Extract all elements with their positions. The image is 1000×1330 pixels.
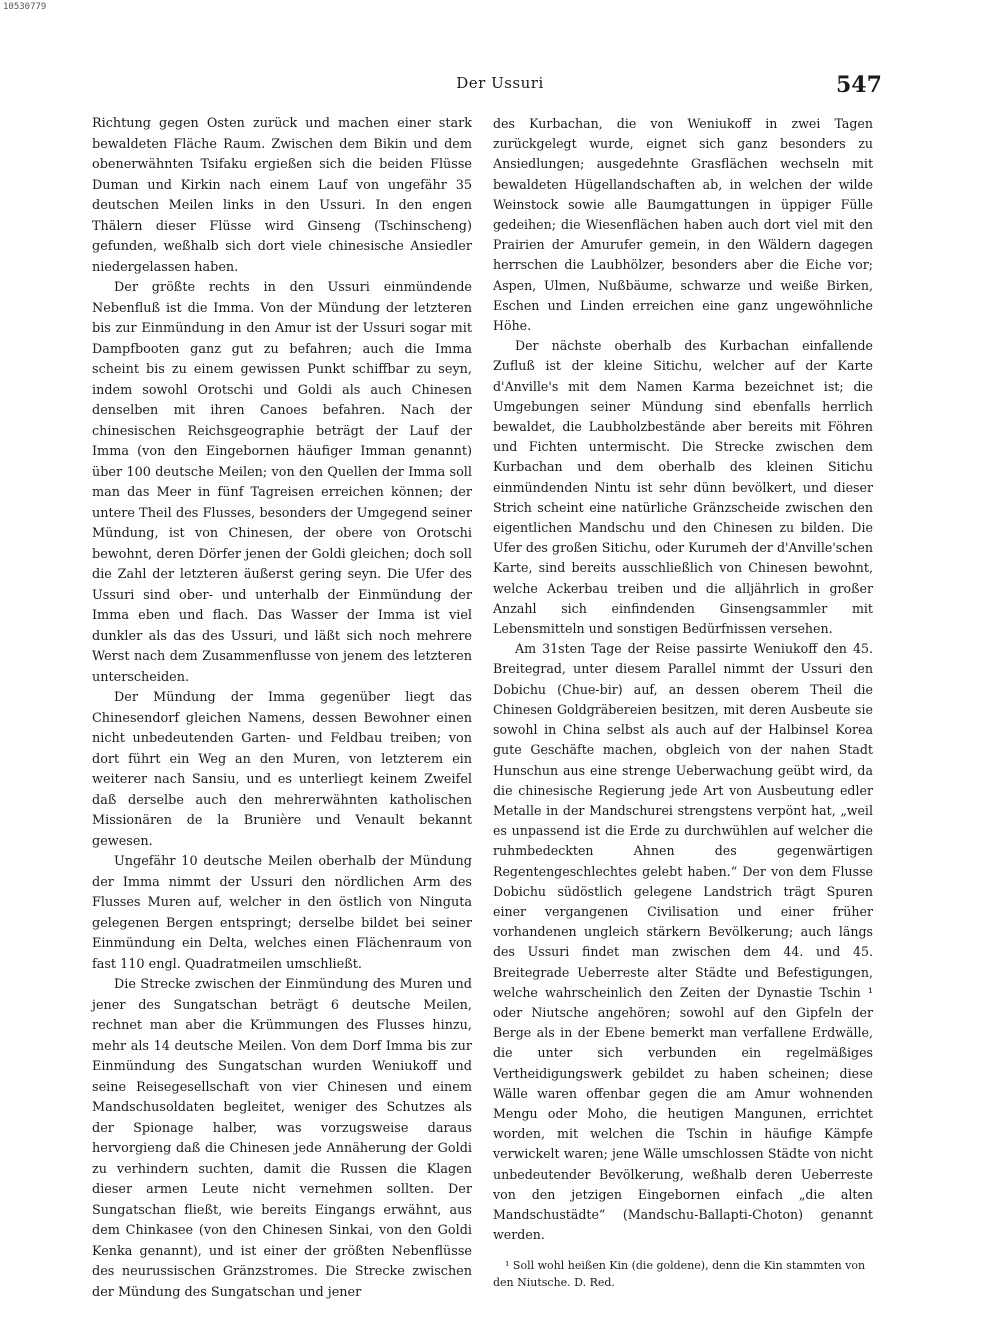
- page-number: 547: [836, 72, 882, 98]
- paragraph: Der Mündung der Imma gegenüber liegt das Chinesendorf gleichen Namens, dessen Bewohner einen nicht unbedeutenden Garten- und Feldbau treiben; von dort führt ein Weg an den Muren, von letzterem ein weiterer nach Sansiu, und es unterliegt keinem Zweifel daß derselbe auch den mehrerwähnten katholischen Missionären de la Brunière und Venault bekannt gewesen.: [92, 690, 472, 849]
- paragraph: Der nächste oberhalb des Kurbachan einfallende Zufluß ist der kleine Sitichu, welcher auf der Karte d'Anville's mit dem Namen Karma bezeichnet ist; die Umgebungen seiner Mündung sind ebenfalls herrlich bewaldet, die Laubholzbestände aber bereits mit Föhren und Fichten untermischt. Die Strecke zwischen dem Kurbachan und dem oberhalb des kleinen Sitichu einmündenden Nintu ist sehr dünn bevölkert, und dieser Strich scheint eine natürliche Gränzscheide zwischen den eigentlichen Mandschu und den Chinesen zu bilden. Die Ufer des großen Sitichu, oder Kurumeh der d'Anville'schen Karte, sind bereits ausschließlich von Chinesen bewohnt, welche Ackerbau treiben und die alljährlich in großer Anzahl sich einfindenden Ginsengsammler mit Lebensmitteln und sonstigen Bedürfnissen versehen.: [493, 338, 873, 637]
- paragraph: Die Strecke zwischen der Einmündung des Muren und jener des Sungatschan beträgt 6 deutsche Meilen, rechnet man aber die Krümmungen des Flusses hinzu, mehr als 14 deutsche Meilen. Von dem Dorf Imma bis zur Einmündung des Sungatschan wurden Weniukoff und seine Reisegesellschaft von vier Chinesen und einem Mandschusoldaten begleitet, weniger des Schutzes als der Spionage halber, was vorzugsweise daraus hervorgieng daß die Chinesen jede Annäherung der Goldi zu verhindern suchten, damit die Russen die Klagen dieser armen Leute nicht vernehmen sollten. Der Sungatschan fließt, wie bereits Eingangs erwähnt, aus dem Chinkasee (von den Chinesen Sinkai, von den Goldi Kenka genannt), und ist einer der größten Nebenflüsse des neurussischen Gränzstromes. Die Strecke zwischen der Mündung des Sungatschan und jener: [92, 977, 472, 1300]
- paragraph: Ungefähr 10 deutsche Meilen oberhalb der Mündung der Imma nimmt der Ussuri den nördlichen Arm des Flusses Muren auf, welcher in den östlich von Ninguta gelegenen Bergen entspringt; derselbe bildet bei seiner Einmündung ein Delta, welches einen Flächenraum von fast 110 engl. Quadratmeilen umschließt.: [92, 854, 472, 972]
- paragraph: des Kurbachan, die von Weniukoff in zwei Tagen zurückgelegt wurde, eignet sich ganz besonders zu Ansiedlungen; ausgedehnte Grasflächen wechseln mit bewaldeten Hügellandschaften ab, in welchen der wilde Weinstock sowie alle Baumgattungen in üppiger Fülle gedeihen; die Wiesenflächen haben auch dort viel mit den Prairien der Amurufer gemein, in den Wäldern dagegen herrschen die Laubhölzer, besonders aber die Eiche vor; Aspen, Ulmen, Nußbäume, schwarze und weiße Birken, Eschen und Linden erreichen eine ganz ungewöhnliche Höhe.: [493, 116, 873, 334]
- paragraph: Der größte rechts in den Ussuri einmündende Nebenfluß ist die Imma. Von der Mündung der letzteren bis zur Einmündung in den Amur ist der Ussuri sogar mit Dampfbooten ganz gut zu befahren; auch die Imma scheint bis zu einem gewissen Punkt schiffbar zu seyn, indem sowohl Orotschi und Goldi als auch Chinesen denselben mit ihren Canoes befahren. Nach der chinesischen Reichsgeographie beträgt der Lauf der Imma (von den Eingebornen häufiger Imman genannt) über 100 deutsche Meilen; von den Quellen der Imma soll man das Meer in fünf Tagreisen erreichen können; der untere Theil des Flusses, besonders der Umgegend seiner Mündung, ist von Chinesen, der obere von Orotschi bewohnt, deren Dörfer jenen der Goldi gleichen; doch soll die Zahl der letzteren äußerst gering seyn. Die Ufer des Ussuri sind ober- und unterhalb der Einmündung der Imma eben und flach. Das Wasser der Imma ist viel dunkler als das des Ussuri, und läßt sich noch mehrere Werst nach dem Zusammenflusse von jenem des letzteren unterscheiden.: [92, 280, 472, 685]
- paragraph: Richtung gegen Osten zurück und machen einer stark bewaldeten Fläche Raum. Zwischen dem Bikin und dem obenerwähnten Tsifaku ergießen sich die beiden Flüsse Duman und Kirkin nach einem Lauf von ungefähr 35 deutschen Meilen links in den Ussuri. In den engen Thälern dieser Flüsse wird Ginseng (Tschinscheng) gefunden, weßhalb sich dort viele chinesische Ansiedler niedergelassen haben.: [92, 116, 472, 275]
- page-id: 10530779: [3, 2, 47, 12]
- paragraph: Am 31sten Tage der Reise passirte Weniukoff den 45. Breitegrad, unter diesem Parallel nimmt der Ussuri den Dobichu (Chue-bir) auf, an dessen oberem Theil die Chinesen Goldgräbereien besitzen, mit deren Ausbeute sie sowohl in China selbst als auch auf der Halbinsel Korea gute Geschäfte machen, obgleich von der nahen Stadt Hunschun aus eine strenge Ueberwachung geübt wird, da die chinesische Regierung jede Art von Ausbeutung edler Metalle in der Mandschurei strengstens verpönt hat, „weil es unpassend ist die Erde zu durchwühlen auf welcher die ruhmbedeckten Ahnen des gegenwärtigen Regentengeschlechtes gelebt haben.“ Der von dem Flusse Dobichu südöstlich gelegene Landstrich trägt Spuren einer vergangenen Civilisation und einer früher vorhandenen ungleich stärkern Bevölkerung; auch längs des Ussuri findet man zwischen dem 44. und 45. Breitegrade Ueberreste alter Städte und Befestigungen, welche wahrscheinlich den Zeiten der Dynastie Tschin ¹ oder Niutsche angehören; sowohl auf den Gipfeln der Berge als in der Ebene bemerkt man verfallene Erdwälle, die unter sich verbunden ein regelmäßiges Vertheidigungswerk gebildet zu haben scheinen; diese Wälle waren offenbar gegen die am Amur wohnenden Mengu oder Moho, die heutigen Mangunen, errichtet worden, mit welchen die Tschin in häufige Kämpfe verwickelt waren; jene Wälle umschlossen Städte von nicht unbedeutender Bevölkerung, weßhalb deren Ueberreste von den jetzigen Eingebornen einfach „die alten Mandschustädte“ (Mandschu-Ballapti-Choton) genannt werden.: [493, 641, 873, 1243]
- left-column: [92, 114, 472, 1303]
- footnote: ¹ Soll wohl heißen Kin (die goldene), denn die Kin stammten von den Niutsche. D. Red.: [493, 1259, 866, 1290]
- right-column: [493, 114, 873, 1291]
- running-title: Der Ussuri: [456, 74, 544, 92]
